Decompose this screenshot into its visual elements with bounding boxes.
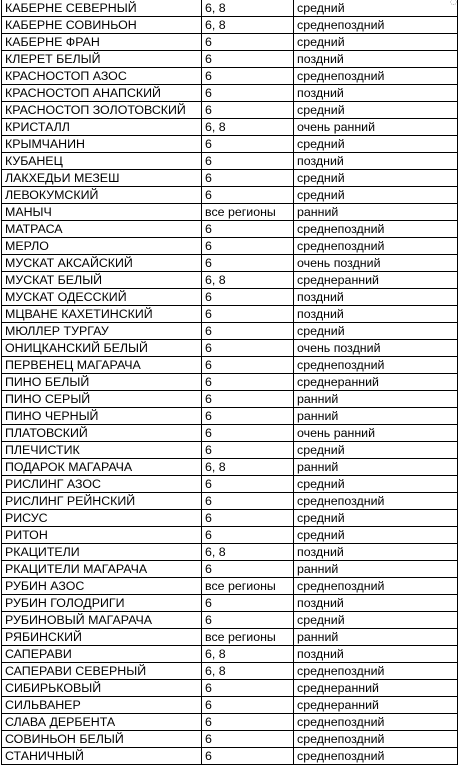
variety-name-cell: МЮЛЛЕР ТУРГАУ [2,323,202,340]
ripening-period-cell: очень ранний [294,119,458,136]
variety-name-cell: ЛЕВОКУМСКИЙ [2,187,202,204]
table-row [2,374,458,391]
region-cell: 6, 8 [202,663,294,680]
ripening-period-cell: среднепоздний [294,748,458,765]
region-cell: 6 [202,221,294,238]
table-row [2,187,458,204]
region-cell: 6 [202,153,294,170]
table-row [2,153,458,170]
variety-name-cell: КРАСНОСТОП АЗОС [2,68,202,85]
table-row [2,595,458,612]
table-row [2,578,458,595]
variety-name-cell: ПЛЕЧИСТИК [2,442,202,459]
table-row [2,442,458,459]
table-row [2,17,458,34]
table-row [2,204,458,221]
region-cell: 6 [202,391,294,408]
ripening-period-cell: ранний [294,629,458,646]
ripening-period-cell: среднепоздний [294,238,458,255]
table-row [2,663,458,680]
table-row [2,561,458,578]
variety-name-cell: МАТРАСА [2,221,202,238]
region-cell: 6 [202,136,294,153]
ripening-period-cell: поздний [294,595,458,612]
ripening-period-cell: средний [294,323,458,340]
region-cell: 6 [202,527,294,544]
variety-name-cell: КРИСТАЛЛ [2,119,202,136]
variety-name-cell: РЯБИНСКИЙ [2,629,202,646]
region-cell: 6 [202,289,294,306]
ripening-period-cell: средний [294,0,458,17]
region-cell: 6 [202,340,294,357]
table-row [2,170,458,187]
ripening-period-cell: средний [294,612,458,629]
region-cell: 6, 8 [202,17,294,34]
region-cell: 6, 8 [202,544,294,561]
table-row [2,680,458,697]
ripening-period-cell: среднепоздний [294,221,458,238]
table-row [2,612,458,629]
ripening-period-cell: среднепоздний [294,357,458,374]
ripening-period-cell: ранний [294,561,458,578]
table-row [2,34,458,51]
region-cell: 6, 8 [202,459,294,476]
table-row [2,493,458,510]
region-cell: 6 [202,510,294,527]
variety-name-cell: МЕРЛО [2,238,202,255]
ripening-period-cell: очень поздний [294,255,458,272]
ripening-period-cell: среднепоздний [294,493,458,510]
ripening-period-cell: среднепоздний [294,578,458,595]
ripening-period-cell: поздний [294,646,458,663]
table-row [2,629,458,646]
variety-name-cell: МУСКАТ АКСАЙСКИЙ [2,255,202,272]
variety-name-cell: ПЛАТОВСКИЙ [2,425,202,442]
table-row [2,272,458,289]
ripening-period-cell: ранний [294,391,458,408]
ripening-period-cell: средний [294,527,458,544]
table-row [2,714,458,731]
table-row [2,544,458,561]
table-row [2,527,458,544]
region-cell: 6 [202,170,294,187]
table-row [2,119,458,136]
ripening-period-cell: поздний [294,153,458,170]
variety-name-cell: САПЕРАВИ СЕВЕРНЫЙ [2,663,202,680]
region-cell: 6 [202,408,294,425]
region-cell: 6 [202,595,294,612]
table-row [2,51,458,68]
table-row [2,68,458,85]
ripening-period-cell: средний [294,442,458,459]
variety-name-cell: КРАСНОСТОП ЗОЛОТОВСКИЙ [2,102,202,119]
region-cell: 6 [202,306,294,323]
region-cell: 6, 8 [202,0,294,17]
region-cell: 6 [202,561,294,578]
region-cell: 6 [202,748,294,765]
ripening-period-cell: поздний [294,306,458,323]
region-cell: 6 [202,697,294,714]
variety-name-cell: КАБЕРНЕ СОВИНЬОН [2,17,202,34]
variety-name-cell: РКАЦИТЕЛИ МАГАРАЧА [2,561,202,578]
variety-name-cell: САПЕРАВИ [2,646,202,663]
table-row [2,85,458,102]
ripening-period-cell: среднепоздний [294,17,458,34]
region-cell: 6 [202,476,294,493]
region-cell: 6 [202,680,294,697]
region-cell: 6 [202,442,294,459]
region-cell: 6, 8 [202,272,294,289]
table-row [2,646,458,663]
table-row [2,323,458,340]
variety-name-cell: СИЛЬВАНЕР [2,697,202,714]
region-cell: 6 [202,357,294,374]
ripening-period-cell: ранний [294,408,458,425]
variety-name-cell: МУСКАТ БЕЛЫЙ [2,272,202,289]
table-row [2,289,458,306]
ripening-period-cell: среднепоздний [294,714,458,731]
table-row [2,136,458,153]
variety-name-cell: СЛАВА ДЕРБЕНТА [2,714,202,731]
region-cell: 6 [202,612,294,629]
region-cell: 6, 8 [202,646,294,663]
table-row [2,255,458,272]
table-body [2,0,458,765]
variety-name-cell: СОВИНЬОН БЕЛЫЙ [2,731,202,748]
table-row [2,340,458,357]
ripening-period-cell: средний [294,476,458,493]
ripening-period-cell: поздний [294,544,458,561]
table-row [2,697,458,714]
ripening-period-cell: ранний [294,459,458,476]
variety-name-cell: КАБЕРНЕ ФРАН [2,34,202,51]
table-row [2,408,458,425]
variety-name-cell: КЛЕРЕТ БЕЛЫЙ [2,51,202,68]
ripening-period-cell: среднепоздний [294,731,458,748]
ripening-period-cell: среднепоздний [294,663,458,680]
table-row [2,391,458,408]
table-row [2,238,458,255]
ripening-period-cell: среднепоздний [294,68,458,85]
ripening-period-cell: среднеранний [294,680,458,697]
page-corner-mark-icon: ◌ [450,0,457,6]
variety-name-cell: МУСКАТ ОДЕССКИЙ [2,289,202,306]
table-row [2,306,458,323]
variety-name-cell: РИТОН [2,527,202,544]
ripening-period-cell: средний [294,170,458,187]
table-row [2,476,458,493]
variety-name-cell: ПИНО ЧЕРНЫЙ [2,408,202,425]
variety-name-cell: РИСЛИНГ РЕЙНСКИЙ [2,493,202,510]
table-row [2,221,458,238]
region-cell: 6 [202,323,294,340]
table-row [2,459,458,476]
ripening-period-cell: среднеранний [294,272,458,289]
ripening-period-cell: среднеранний [294,697,458,714]
region-cell: 6 [202,425,294,442]
ripening-period-cell: поздний [294,51,458,68]
region-cell: 6 [202,731,294,748]
variety-name-cell: СИБИРЬКОВЫЙ [2,680,202,697]
ripening-period-cell: средний [294,136,458,153]
ripening-period-cell: средний [294,510,458,527]
variety-name-cell: РИСУС [2,510,202,527]
ripening-period-cell: среднеранний [294,374,458,391]
variety-name-cell: ПИНО СЕРЫЙ [2,391,202,408]
grape-varieties-table [1,0,458,765]
region-cell: все регионы [202,629,294,646]
variety-name-cell: КРАСНОСТОП АНАПСКИЙ [2,85,202,102]
region-cell: 6 [202,68,294,85]
variety-name-cell: ОНИЦКАНСКИЙ БЕЛЫЙ [2,340,202,357]
region-cell: 6 [202,187,294,204]
ripening-period-cell: очень поздний [294,340,458,357]
variety-name-cell: СТАНИЧНЫЙ [2,748,202,765]
table-row [2,748,458,765]
ripening-period-cell: поздний [294,289,458,306]
variety-name-cell: КАБЕРНЕ СЕВЕРНЫЙ [2,0,202,17]
region-cell: все регионы [202,204,294,221]
region-cell: 6 [202,374,294,391]
region-cell: 6, 8 [202,119,294,136]
region-cell: 6 [202,255,294,272]
ripening-period-cell: поздний [294,85,458,102]
variety-name-cell: РУБИНОВЫЙ МАГАРАЧА [2,612,202,629]
variety-name-cell: РУБИН ГОЛОДРИГИ [2,595,202,612]
table-row [2,102,458,119]
variety-name-cell: КУБАНЕЦ [2,153,202,170]
variety-name-cell: КРЫМЧАНИН [2,136,202,153]
table-row [2,357,458,374]
region-cell: 6 [202,34,294,51]
region-cell: 6 [202,493,294,510]
ripening-period-cell: средний [294,187,458,204]
variety-name-cell: МЦВАНЕ КАХЕТИНСКИЙ [2,306,202,323]
ripening-period-cell: ранний [294,204,458,221]
variety-name-cell: ЛАКХЕДЬИ МЕЗЕШ [2,170,202,187]
region-cell: 6 [202,51,294,68]
region-cell: все регионы [202,578,294,595]
region-cell: 6 [202,85,294,102]
variety-name-cell: ПОДАРОК МАГАРАЧА [2,459,202,476]
variety-name-cell: РКАЦИТЕЛИ [2,544,202,561]
variety-name-cell: МАНЫЧ [2,204,202,221]
ripening-period-cell: очень ранний [294,425,458,442]
region-cell: 6 [202,102,294,119]
table-row [2,731,458,748]
region-cell: 6 [202,714,294,731]
ripening-period-cell: средний [294,102,458,119]
region-cell: 6 [202,238,294,255]
variety-name-cell: ПИНО БЕЛЫЙ [2,374,202,391]
table-row [2,0,458,17]
table-row [2,425,458,442]
variety-name-cell: ПЕРВЕНЕЦ МАГАРАЧА [2,357,202,374]
variety-name-cell: РИСЛИНГ АЗОС [2,476,202,493]
ripening-period-cell: средний [294,34,458,51]
variety-name-cell: РУБИН АЗОС [2,578,202,595]
table-row [2,510,458,527]
